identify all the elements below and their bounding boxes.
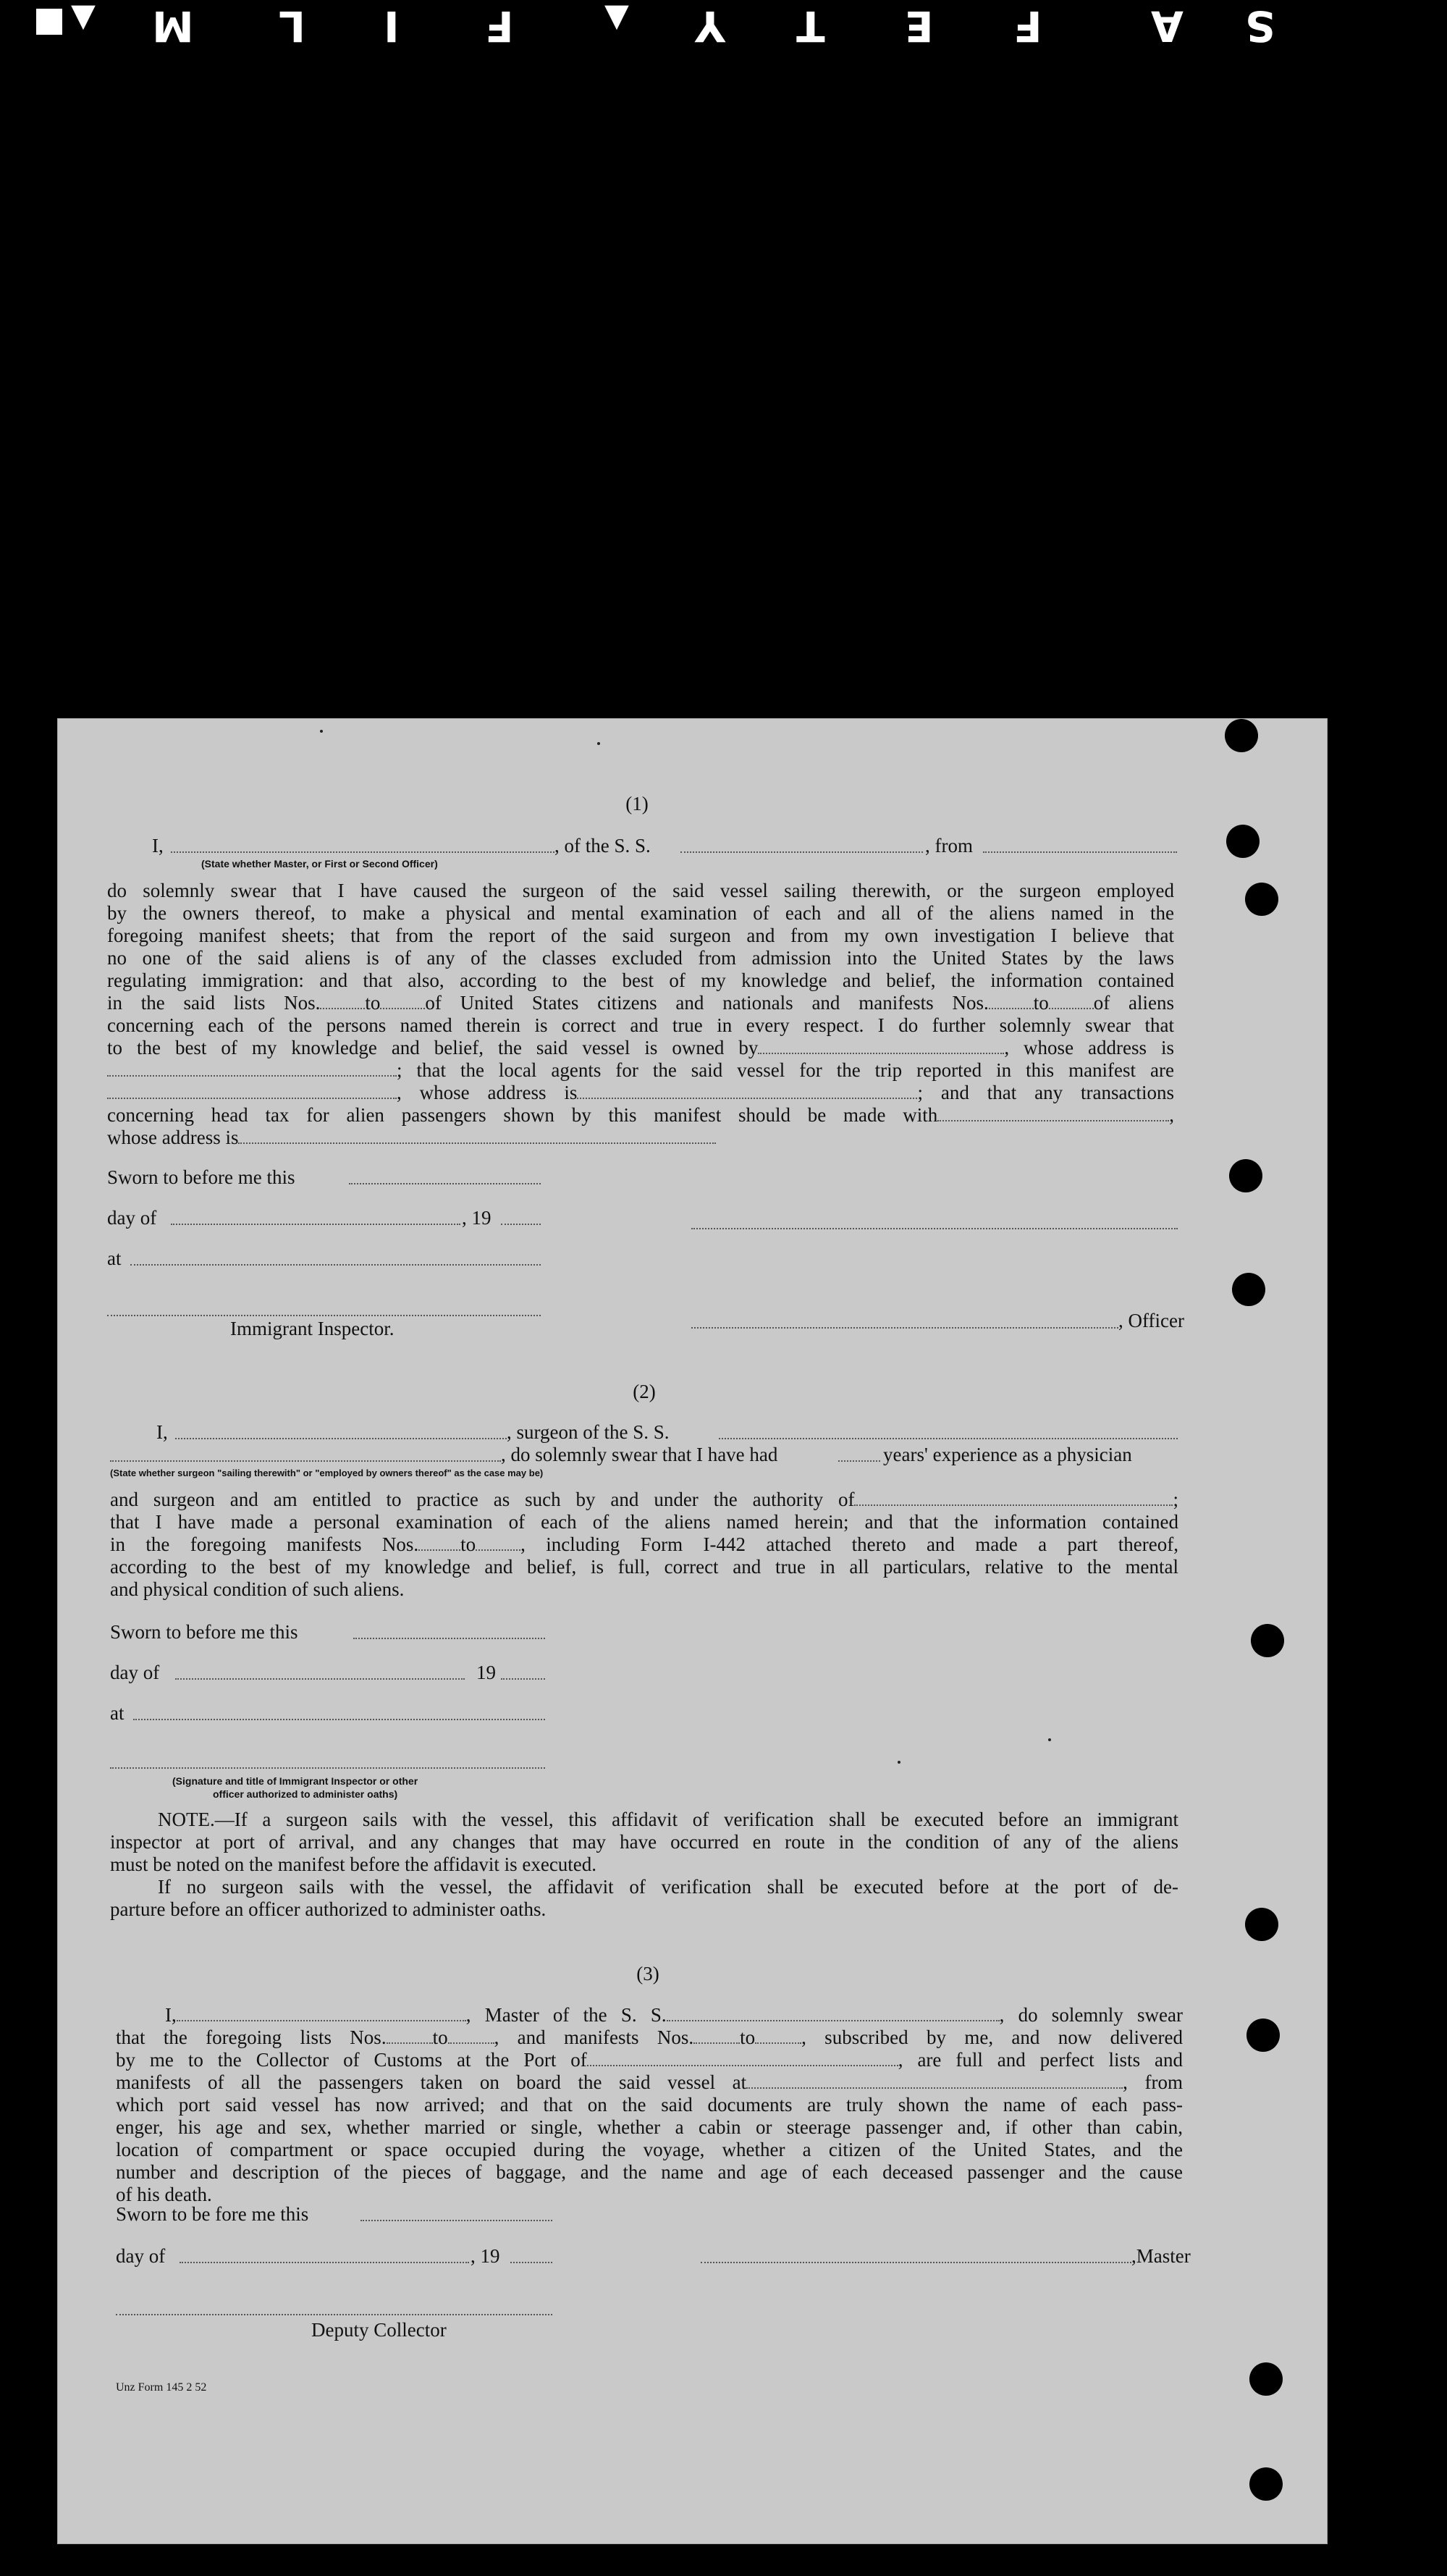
- s2-surgeon-name-blank[interactable]: [175, 1438, 507, 1439]
- s1-lists-from-blank[interactable]: [320, 992, 365, 1009]
- s1-owner-address-blank[interactable]: [107, 1059, 397, 1077]
- s1-master-signature-blank[interactable]: [691, 1228, 1178, 1229]
- s2-text-line: according to the best of my knowledge and belief, is full, correct and true in all particulars, relative to the mental: [110, 1556, 1178, 1578]
- s2-year-prefix: 19: [476, 1662, 496, 1683]
- film-edge-letter: Y: [695, 1, 725, 51]
- film-edge-triangle-icon: ▲: [71, 1, 96, 38]
- punch-hole: [1225, 719, 1258, 752]
- speck: [898, 1761, 900, 1764]
- s1-agents-address-blank[interactable]: [577, 1082, 917, 1099]
- s3-master-line: I, , Master of the S. S. , do solemnly swear: [165, 2004, 1183, 2026]
- s1-officer-caption: (State whether Master, or First or Second Officer): [201, 858, 438, 870]
- s2-note-line: inspector at port of arrival, and any changes that may have occurred en route in the condition of any of the aliens: [110, 1831, 1178, 1853]
- s3-lists-from-blank[interactable]: [387, 2026, 433, 2044]
- s2-year-blank[interactable]: [501, 1678, 545, 1680]
- s2-signature-caption: (Signature and title of Immigrant Inspector or other: [172, 1775, 418, 1787]
- s2-status-caption: (State whether surgeon "sailing therewith" or "employed by owners thereof" as the case may be): [110, 1468, 544, 1478]
- s2-note-line: parture before an officer authorized to administer oaths.: [110, 1898, 547, 1920]
- film-edge-letter: F: [1013, 1, 1042, 51]
- s2-manifests-line: in the foregoing manifests Nos. to , including Form I-442 attached thereto and made a part thereof,: [110, 1533, 1178, 1555]
- s3-manifests-from-blank[interactable]: [693, 2026, 740, 2044]
- punch-hole: [1232, 1273, 1265, 1306]
- s3-master-name-blank[interactable]: [177, 2004, 466, 2021]
- s2-i-label: I,: [156, 1421, 168, 1443]
- s1-text-line: by the owners thereof, to make a physical and mental examination of each and all of the aliens named in the: [107, 902, 1174, 924]
- document-page: [58, 719, 1327, 2543]
- s3-collector-signature-blank[interactable]: [116, 2314, 552, 2315]
- s1-sworn-label: Sworn to before me this: [107, 1166, 295, 1188]
- s3-text-line: location of compartment or space occupied during the voyage, whether a citizen of the United States, and the: [116, 2139, 1183, 2160]
- film-edge-letter: L: [279, 1, 305, 51]
- s1-text-line: foregoing manifest sheets; that from the report of the said surgeon and from my own investigation I believe that: [107, 925, 1174, 946]
- s2-manifests-to-blank[interactable]: [476, 1533, 520, 1551]
- s2-manifests-from-blank[interactable]: [418, 1533, 460, 1551]
- s2-vessel-blank[interactable]: [719, 1438, 1178, 1439]
- s3-text-line: number and description of the pieces of baggage, and the name and age of each deceased passenger and the cause: [116, 2161, 1183, 2183]
- s3-sworn-label: Sworn to be fore me this: [116, 2203, 309, 2225]
- s1-vessel-blank[interactable]: [680, 851, 923, 853]
- s1-lists-to-blank[interactable]: [380, 992, 425, 1009]
- s1-owner-blank[interactable]: [758, 1037, 1004, 1054]
- film-edge-letter: I: [384, 1, 400, 51]
- s2-years-blank[interactable]: [838, 1460, 880, 1462]
- film-edge-letter: T: [796, 1, 825, 51]
- s1-inspector-signature-blank[interactable]: [107, 1315, 541, 1316]
- s1-text-line: concerning each of the persons named therein is correct and true in every respect. I do further solemnly swear that: [107, 1014, 1174, 1036]
- s3-month-blank[interactable]: [180, 2262, 469, 2263]
- s2-signature-caption: officer authorized to administer oaths): [213, 1788, 398, 1800]
- s2-text-line: and physical condition of such aliens.: [110, 1578, 405, 1600]
- film-edge-letter: A: [1151, 1, 1184, 51]
- film-edge-letter: E: [905, 1, 934, 51]
- s1-dayof-label: day of: [107, 1207, 157, 1229]
- s1-month-blank[interactable]: [171, 1224, 460, 1225]
- s3-manifests-to-blank[interactable]: [755, 2026, 801, 2044]
- s2-at-blank[interactable]: [133, 1719, 545, 1720]
- form-number: Unz Form 145 2 52: [116, 2381, 207, 2394]
- s3-year-blank[interactable]: [510, 2262, 552, 2263]
- film-edge-triangle-icon: ▲: [604, 1, 629, 38]
- s3-sworn-date-blank[interactable]: [360, 2220, 552, 2221]
- s1-at-label: at: [107, 1247, 122, 1269]
- s1-owner-line: to the best of my knowledge and belief, the said vessel is owned by , whose address is: [107, 1037, 1174, 1058]
- s2-at-label: at: [110, 1702, 125, 1724]
- s3-boarded-blank[interactable]: [746, 2071, 1123, 2089]
- s1-manifests-from-blank[interactable]: [989, 992, 1034, 1009]
- punch-hole: [1245, 883, 1278, 916]
- s3-port-blank[interactable]: [587, 2049, 898, 2066]
- s3-master-label: ,Master: [1131, 2245, 1191, 2267]
- s1-of-ss-label: , of the S. S.: [554, 835, 651, 856]
- s2-note-paragraph: [110, 1809, 1178, 1921]
- s1-officer-title-blank[interactable]: [691, 1327, 1118, 1329]
- s3-port-line: by me to the Collector of Customs at the Port of , are full and perfect lists and: [116, 2049, 1183, 2071]
- speck: [320, 730, 323, 733]
- section-3-number: (3): [636, 1963, 659, 1984]
- s1-officer-blank[interactable]: [171, 851, 554, 853]
- s1-headtax-line: concerning head tax for alien passengers shown by this manifest should be made with ,: [107, 1104, 1174, 1126]
- punch-hole: [1246, 2019, 1280, 2052]
- s2-sworn-label: Sworn to before me this: [110, 1621, 298, 1643]
- s2-surgeon-status-blank[interactable]: [110, 1460, 501, 1462]
- s1-from-blank[interactable]: [983, 851, 1177, 853]
- s1-oath-paragraph: [107, 880, 1174, 1149]
- s3-collector-label: Deputy Collector: [311, 2319, 447, 2341]
- s2-oath-paragraph: [110, 1489, 1178, 1601]
- s2-surgeon-label: , surgeon of the S. S.: [507, 1421, 670, 1443]
- s3-vessel-blank[interactable]: [667, 2004, 1000, 2021]
- s1-at-blank[interactable]: [130, 1264, 541, 1266]
- s1-year-prefix: , 19: [462, 1207, 492, 1229]
- punch-hole: [1251, 1624, 1284, 1657]
- s1-agents-line: ; that the local agents for the said vessel for the trip reported in this manifest are: [107, 1059, 1174, 1082]
- section-2-number: (2): [633, 1381, 656, 1402]
- s1-year-blank[interactable]: [501, 1224, 541, 1225]
- s2-note-line: If no surgeon sails with the vessel, the affidavit of verification shall be executed before at the port of de-: [158, 1876, 1178, 1898]
- film-edge-strip: [0, 0, 1447, 58]
- film-edge-letter: M: [152, 1, 194, 51]
- s3-boarded-line: manifests of all the passengers taken on board the said vessel at , from: [116, 2071, 1183, 2093]
- s1-text-line: do solemnly swear that I have caused the surgeon of the said vessel sailing therewith, or the surgeon employed: [107, 880, 1174, 901]
- s1-from-label: , from: [925, 835, 973, 856]
- film-edge-letter: F: [485, 1, 514, 51]
- s1-text-line: regulating immigration: and that also, according to the best of my knowledge and belief, the information contained: [107, 969, 1174, 991]
- s1-agents-address-line: , whose address is ; and that any transactions: [107, 1082, 1174, 1104]
- s2-sworn-date-blank[interactable]: [353, 1638, 545, 1639]
- s2-swear-label: , do solemnly swear that I have had: [501, 1444, 778, 1465]
- s3-lists-line: that the foregoing lists Nos. to , and manifests Nos. to , subscribed by me, and now delivered: [116, 2026, 1184, 2048]
- s2-month-blank[interactable]: [175, 1678, 465, 1680]
- punch-hole: [1249, 2467, 1283, 2501]
- s2-years-label: years' experience as a physician: [883, 1444, 1132, 1465]
- film-edge-square-mark: [36, 9, 62, 35]
- s1-officer-label: , Officer: [1118, 1310, 1184, 1331]
- s1-headtax-blank[interactable]: [937, 1104, 1169, 1121]
- s1-agents-blank[interactable]: [107, 1082, 397, 1099]
- s1-nos-line: in the said lists Nos. to of United States citizens and nationals and manifests Nos. to of aliens: [107, 992, 1174, 1014]
- s2-text-line: that I have made a personal examination of each of the aliens named herein; and that the information contained: [110, 1511, 1178, 1533]
- s2-note-line: NOTE.—If a surgeon sails with the vessel, this affidavit of verification shall be executed before an immigrant: [158, 1809, 1178, 1830]
- film-edge-letter: S: [1245, 1, 1275, 51]
- s3-dayof-label: day of: [116, 2245, 166, 2267]
- s3-text-line: of his death.: [116, 2184, 212, 2205]
- s2-dayof-label: day of: [110, 1662, 160, 1683]
- punch-hole: [1245, 1908, 1278, 1941]
- section-1-number: (1): [625, 793, 649, 815]
- s3-lists-to-blank[interactable]: [448, 2026, 494, 2044]
- punch-hole: [1249, 2362, 1283, 2396]
- s3-year-prefix: , 19: [471, 2245, 500, 2267]
- punch-hole: [1229, 1159, 1262, 1192]
- speck: [1048, 1738, 1051, 1741]
- s1-text-line: no one of the said aliens is of any of the classes excluded from admission into the United States by the laws: [107, 947, 1174, 969]
- s1-headtax-address-blank[interactable]: [238, 1127, 716, 1144]
- s1-sworn-date-blank[interactable]: [349, 1183, 541, 1184]
- s1-inspector-label: Immigrant Inspector.: [230, 1318, 395, 1339]
- s1-whose-address-line: whose address is: [107, 1127, 1174, 1149]
- s3-text-line: enger, his age and sex, whether married or single, whether a cabin or steerage passenger and, if other than cabin,: [116, 2116, 1183, 2138]
- s2-authority-blank[interactable]: [854, 1489, 1173, 1506]
- punch-hole: [1226, 825, 1260, 858]
- s3-master-signature-blank[interactable]: [701, 2262, 1131, 2263]
- s2-note-line: must be noted on the manifest before the affidavit is executed.: [110, 1853, 597, 1875]
- s3-text-line: which port said vessel has now arrived; and that on the said documents are truly shown the name of each pass-: [116, 2094, 1183, 2116]
- s1-manifests-to-blank[interactable]: [1049, 992, 1094, 1009]
- s3-oath-paragraph: [116, 2004, 1183, 2206]
- s2-inspector-signature-blank[interactable]: [110, 1767, 545, 1769]
- s2-authority-line: and surgeon and am entitled to practice as such by and under the authority of ;: [110, 1489, 1178, 1510]
- speck: [597, 742, 600, 745]
- s1-i-label: I,: [152, 835, 164, 856]
